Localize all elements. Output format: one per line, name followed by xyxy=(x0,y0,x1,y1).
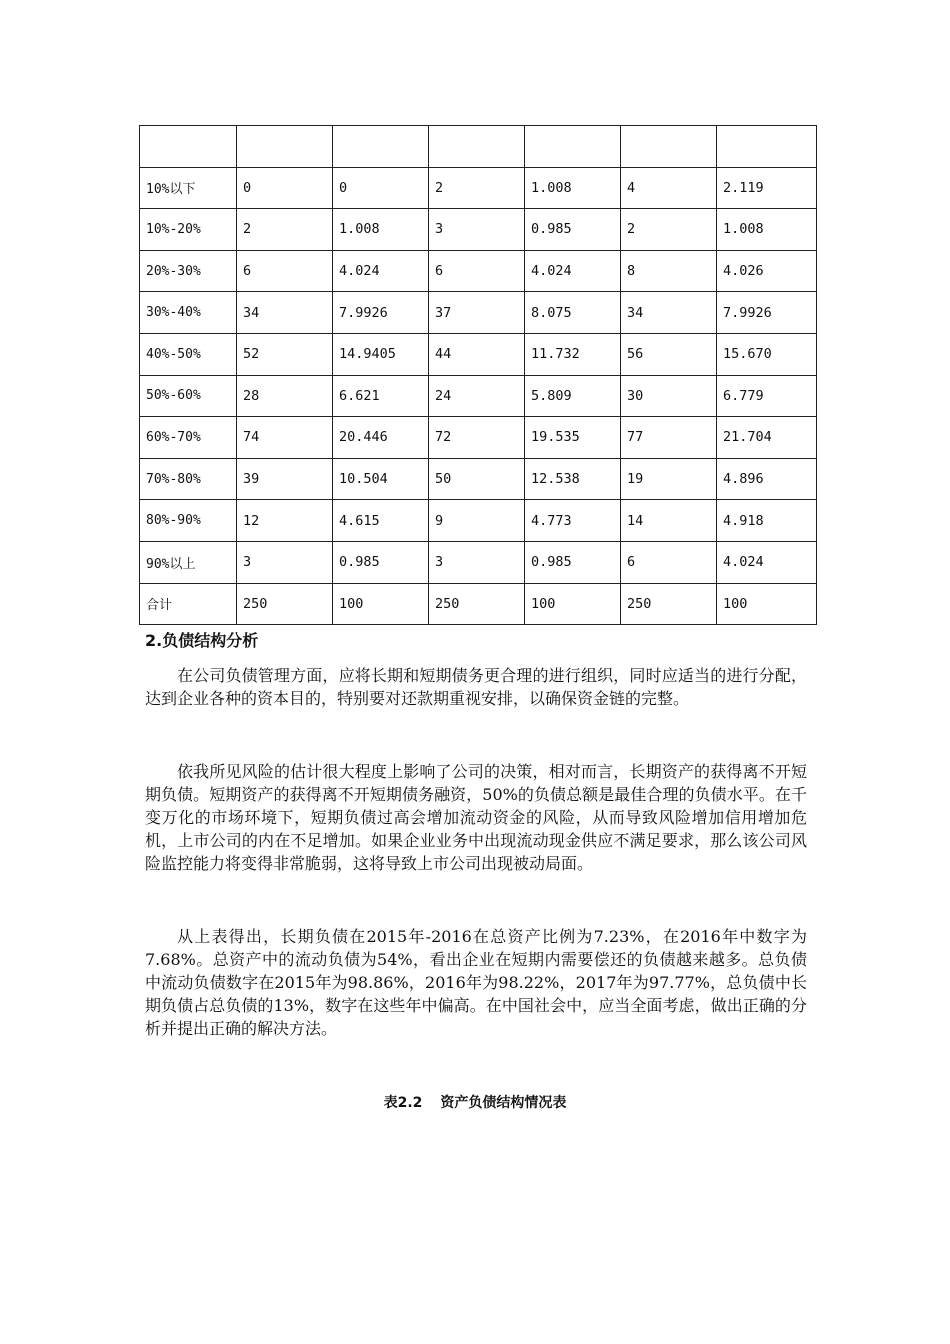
table-cell: 0.985 xyxy=(525,541,621,583)
caption-title: 资产负债结构情况表 xyxy=(440,1095,567,1111)
table-header-cell xyxy=(237,126,333,168)
table-cell: 14.9405 xyxy=(333,333,429,375)
row-label-cell: 10%-20% xyxy=(140,209,237,251)
table-header-cell xyxy=(429,126,525,168)
table-cell: 4.918 xyxy=(717,500,817,542)
table-cell: 11.732 xyxy=(525,333,621,375)
table-cell: 12 xyxy=(237,500,333,542)
table-cell: 4 xyxy=(621,167,717,209)
row-label-cell: 60%-70% xyxy=(140,417,237,459)
table-cell: 72 xyxy=(429,417,525,459)
paragraph-2: 依我所见风险的估计很大程度上影响了公司的决策，相对而言，长期资产的获得离不开短期负债。短期资产的获得离不开短期债务融资，50%的负债总额是最佳合理的负债水平。在千变万化的市场环境下，短期负债过高会增加流动资金的风险，从而导致风险增加信用增加危机，上市公司的内在不足增加。如果企业业务中出现流动现金供应不满足要求，那么该公司风险监控能力将变得非常脆弱，这将导致上市公司出现被动局面。 xyxy=(145,762,807,873)
table-cell: 4.024 xyxy=(525,250,621,292)
table-cell: 2.119 xyxy=(717,167,817,209)
table-cell: 6.621 xyxy=(333,375,429,417)
table-header-cell xyxy=(621,126,717,168)
row-label-cell: 40%-50% xyxy=(140,333,237,375)
table-cell: 8.075 xyxy=(525,292,621,334)
table-header-row xyxy=(140,126,817,168)
table-cell: 4.024 xyxy=(333,250,429,292)
table-cell: 3 xyxy=(429,541,525,583)
table-cell: 77 xyxy=(621,417,717,459)
row-label-cell: 50%-60% xyxy=(140,375,237,417)
table-cell: 4.773 xyxy=(525,500,621,542)
table-cell: 6 xyxy=(429,250,525,292)
table-cell: 74 xyxy=(237,417,333,459)
table-cell: 9 xyxy=(429,500,525,542)
table-body xyxy=(140,126,817,625)
table-cell: 39 xyxy=(237,458,333,500)
row-label-cell: 70%-80% xyxy=(140,458,237,500)
table-header-cell xyxy=(333,126,429,168)
row-label-cell: 20%-30% xyxy=(140,250,237,292)
table-cell: 14 xyxy=(621,500,717,542)
table-cell: 50 xyxy=(429,458,525,500)
table-cell: 0.985 xyxy=(333,541,429,583)
table-cell: 37 xyxy=(429,292,525,334)
table-row xyxy=(140,583,817,625)
table-row xyxy=(140,541,817,583)
table-cell: 20.446 xyxy=(333,417,429,459)
table-header-cell xyxy=(717,126,817,168)
table-cell: 100 xyxy=(717,583,817,625)
table-cell: 5.809 xyxy=(525,375,621,417)
table-cell: 3 xyxy=(237,541,333,583)
table-cell: 4.615 xyxy=(333,500,429,542)
table-row xyxy=(140,333,817,375)
table-cell: 30 xyxy=(621,375,717,417)
table-row xyxy=(140,458,817,500)
paragraph-1: 在公司负债管理方面，应将长期和短期债务更合理的进行组织，同时应适当的进行分配，达到企业各种的资本目的，特别要对还款期重视安排，以确保资金链的完整。 xyxy=(145,666,807,708)
table-cell: 28 xyxy=(237,375,333,417)
table-row xyxy=(140,375,817,417)
table-cell: 2 xyxy=(237,209,333,251)
table-cell: 56 xyxy=(621,333,717,375)
table-header-cell xyxy=(140,126,237,168)
table-cell: 7.9926 xyxy=(333,292,429,334)
table-cell: 4.896 xyxy=(717,458,817,500)
table-cell: 0.985 xyxy=(525,209,621,251)
table-cell: 250 xyxy=(621,583,717,625)
row-label-cell: 合计 xyxy=(140,583,237,625)
table-cell: 1.008 xyxy=(717,209,817,251)
table-cell: 4.024 xyxy=(717,541,817,583)
table-cell: 15.670 xyxy=(717,333,817,375)
row-label-cell: 80%-90% xyxy=(140,500,237,542)
table-cell: 250 xyxy=(429,583,525,625)
table-cell: 6 xyxy=(621,541,717,583)
table-row xyxy=(140,167,817,209)
table-cell: 24 xyxy=(429,375,525,417)
table-row xyxy=(140,209,817,251)
row-label-cell: 90%以上 xyxy=(140,541,237,583)
table-cell: 250 xyxy=(237,583,333,625)
table-cell: 1.008 xyxy=(333,209,429,251)
table-cell: 34 xyxy=(621,292,717,334)
table-cell: 100 xyxy=(333,583,429,625)
table-caption xyxy=(0,1092,950,1112)
table-cell: 1.008 xyxy=(525,167,621,209)
table-cell: 2 xyxy=(429,167,525,209)
debt-ratio-distribution-table xyxy=(139,125,817,625)
table-cell: 34 xyxy=(237,292,333,334)
section-heading: 2.负债结构分析 xyxy=(145,631,259,650)
table-row xyxy=(140,500,817,542)
row-label-cell: 10%以下 xyxy=(140,167,237,209)
table-row xyxy=(140,417,817,459)
table-row xyxy=(140,292,817,334)
caption-label: 表2.2 xyxy=(383,1095,423,1111)
paragraph-3: 从上表得出，长期负债在2015年-2016在总资产比例为7.23%，在2016年中数字为7.68%。总资产中的流动负债为54%，看出企业在短期内需要偿还的负债越来越多。总负债中流动负债数字在2015年为98.86%，2016年为98.22%，2017年为97.77%，总负债中长期负债占总负债的13%，数字在这些年中偏高。在中国社会中，应当全面考虑，做出正确的分析并提出正确的解决方法。 xyxy=(145,927,807,1038)
table-cell: 8 xyxy=(621,250,717,292)
table-cell: 52 xyxy=(237,333,333,375)
table-cell: 7.9926 xyxy=(717,292,817,334)
table-cell: 3 xyxy=(429,209,525,251)
table-cell: 12.538 xyxy=(525,458,621,500)
row-label-cell: 30%-40% xyxy=(140,292,237,334)
table-row xyxy=(140,250,817,292)
table-cell: 4.026 xyxy=(717,250,817,292)
table-cell: 2 xyxy=(621,209,717,251)
table-cell: 0 xyxy=(237,167,333,209)
table-cell: 21.704 xyxy=(717,417,817,459)
table-cell: 6.779 xyxy=(717,375,817,417)
table-cell: 19 xyxy=(621,458,717,500)
table-cell: 100 xyxy=(525,583,621,625)
table-cell: 10.504 xyxy=(333,458,429,500)
table-cell: 6 xyxy=(237,250,333,292)
table-cell: 19.535 xyxy=(525,417,621,459)
table-header-cell xyxy=(525,126,621,168)
table-cell: 0 xyxy=(333,167,429,209)
table-cell: 44 xyxy=(429,333,525,375)
